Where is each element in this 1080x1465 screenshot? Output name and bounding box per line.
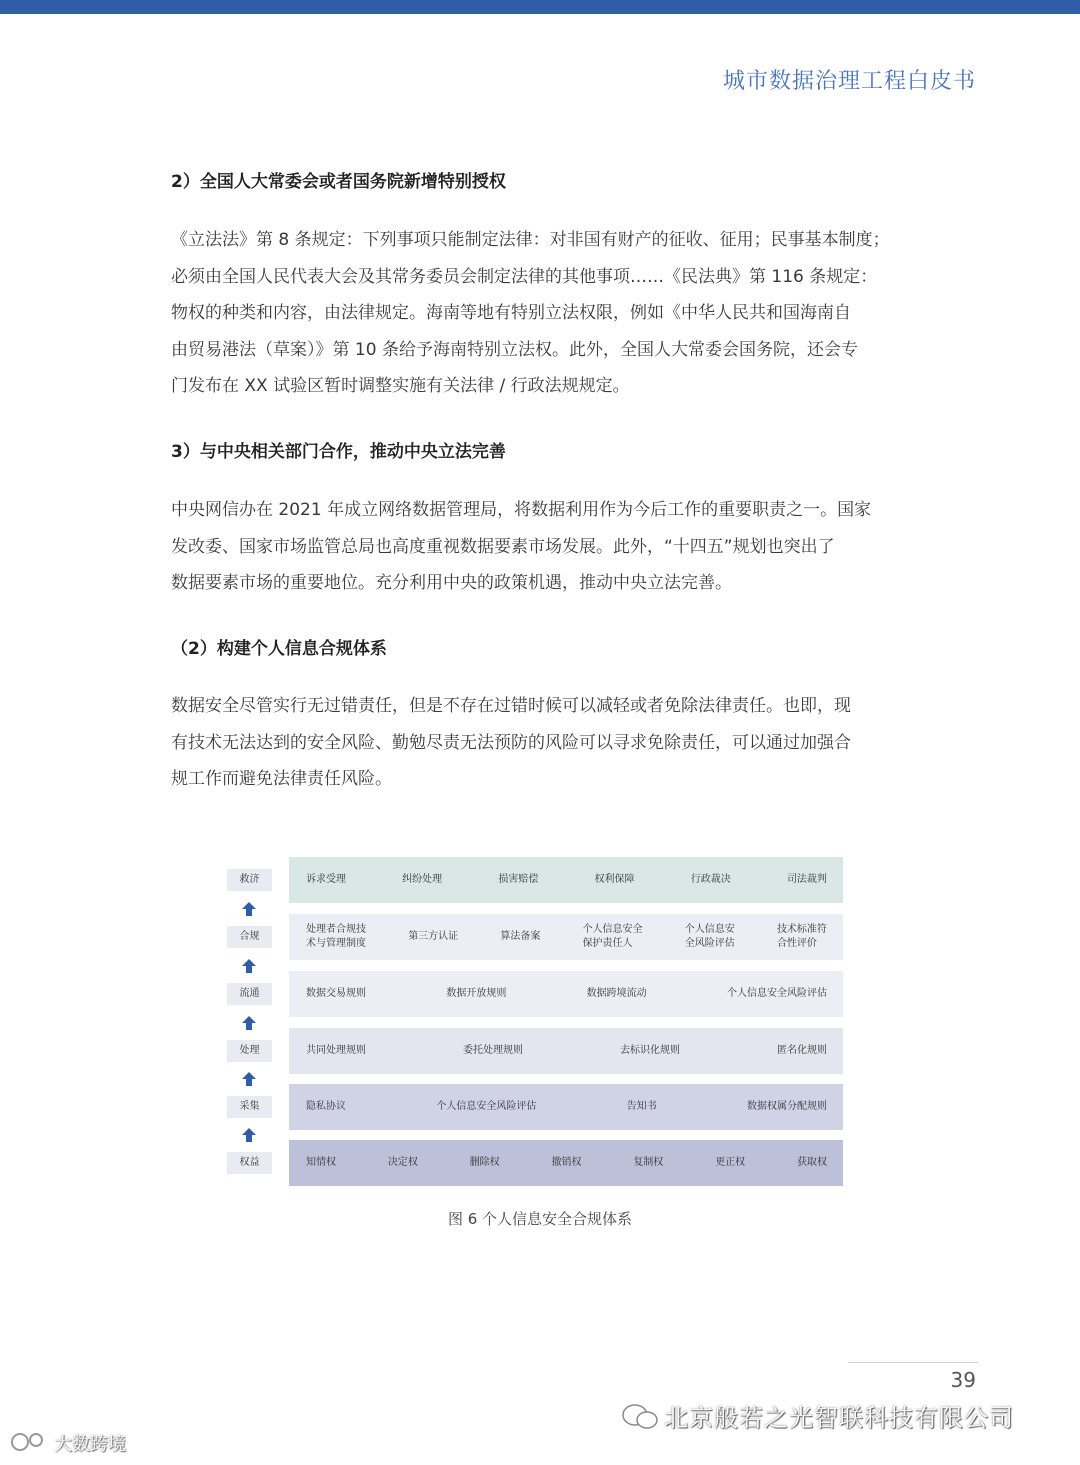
row-item: 告知书 [626,1101,657,1112]
text-line: 规工作而避免法律责任风险。 [171,769,392,789]
text-line: 发改委、国家市场监管总局也高度重视数据要素市场发展。此外，“十四五”规划也突出了 [171,536,835,557]
row-item: 数据交易规则 [306,988,366,999]
up-arrow-icon [241,901,257,917]
paragraph-central-cooperation [171,492,911,602]
up-arrow-icon [241,958,257,974]
row-item: 损害赔偿 [498,874,539,885]
level-row-processing [289,1028,843,1074]
level-label: 救济 [227,869,272,891]
section-heading-authorization: 2）全国人大常委会或者国务院新增特别授权 [171,172,506,192]
text-line: 由贸易港法（草案）》第 10 条给予海南特别立法权。此外，全国人大常委会国务院，还会专 [171,339,858,360]
watermark-left: 大数跨境 [54,1434,126,1455]
text-line: 有技术无法达到的安全风险、勤勉尽责无法预防的风险可以寻求免除责任，可以通过加强合 [171,732,851,753]
row-item: 决定权 [387,1157,418,1168]
row-item: 诉求受理 [306,874,346,885]
row-item: 行政裁决 [690,874,731,885]
document-header-title: 城市数据治理工程白皮书 [722,69,976,94]
row-item: 算法备案 [500,931,541,942]
level-label: 处理 [227,1040,272,1062]
top-color-bar [0,0,1080,14]
row-item: 复制权 [633,1157,664,1168]
text-line: 物权的种类和内容，由法律规定。海南等地有特别立法权限，例如《中华人民共和国海南自 [171,303,851,323]
level-label: 权益 [227,1152,272,1174]
row-item: 更正权 [715,1157,746,1168]
level-label: 流通 [227,983,272,1005]
paragraph-compliance-system [171,688,911,798]
level-label: 合规 [227,926,272,948]
compliance-system-diagram [224,856,844,1188]
watermark-logo-icon [10,1430,50,1454]
level-label: 采集 [227,1096,272,1118]
text-line: 中央网信办在 2021 年成立网络数据管理局，将数据利用作为今后工作的重要职责之一。国家 [171,500,872,520]
up-arrow-icon [241,1127,257,1143]
row-item: 纠纷处理 [402,874,443,885]
row-item: 司法裁判 [786,874,827,885]
row-item: 个人信息安全风险评估 [726,988,827,999]
text-line: 数据要素市场的重要地位。充分利用中央的政策机遇，推动中央立法完善。 [171,573,732,593]
row-item: 权利保障 [594,874,635,885]
text-line: 必须由全国人民代表大会及其常务委员会制定法律的其他事项……《民法典》第 116 条规定： [171,266,878,287]
row-item: 个人信息安全 保护责任人 [582,924,643,949]
row-item: 委托处理规则 [463,1045,523,1056]
up-arrow-icon [241,1071,257,1087]
level-row-circulation [289,971,843,1017]
wechat-icon [620,1402,660,1432]
footer-divider [848,1362,978,1363]
row-item: 删除权 [469,1157,500,1168]
level-row-rights [289,1140,843,1186]
level-row-collection [289,1084,843,1130]
row-item: 技术标准符 合性评价 [776,924,827,949]
text-line: 《立法法》第 8 条规定：下列事项只能制定法律：对非国有财产的征收、征用；民事基本制度； [171,230,890,250]
level-row-compliance [289,914,843,960]
section-heading-central-cooperation: 3）与中央相关部门合作，推动中央立法完善 [171,442,506,462]
row-item: 获取权 [796,1157,827,1168]
row-item: 知情权 [306,1157,336,1168]
level-row-remedy [289,857,843,903]
row-item: 隐私协议 [306,1101,346,1112]
paragraph-authorization [171,222,911,405]
row-item: 数据权属分配规则 [746,1101,827,1112]
row-item: 第三方认证 [408,931,459,942]
text-line: 门发布在 XX 试验区暂时调整实施有关法律 / 行政法规规定。 [171,376,630,396]
text-line: 数据安全尽管实行无过错责任，但是不存在过错时候可以减轻或者免除法律责任。也即，现 [171,696,851,716]
row-item: 处理者合规技 术与管理制度 [306,924,366,949]
row-item: 撤销权 [551,1157,582,1168]
row-item: 数据跨境流动 [586,988,647,999]
row-item: 数据开放规则 [446,988,507,999]
section-heading-compliance-system: （2）构建个人信息合规体系 [171,639,387,659]
figure-caption: 图 6 个人信息安全合规体系 [447,1210,633,1228]
row-item: 去标识化规则 [620,1045,680,1056]
row-item: 个人信息安全风险评估 [436,1101,537,1112]
up-arrow-icon [241,1015,257,1031]
row-item: 共同处理规则 [306,1045,366,1056]
watermark-company: 北京般若之光智联科技有限公司 [664,1404,1014,1432]
row-item: 个人信息安 全风险评估 [684,924,735,949]
page-number: 39 [950,1368,976,1392]
row-item: 匿名化规则 [777,1045,827,1056]
